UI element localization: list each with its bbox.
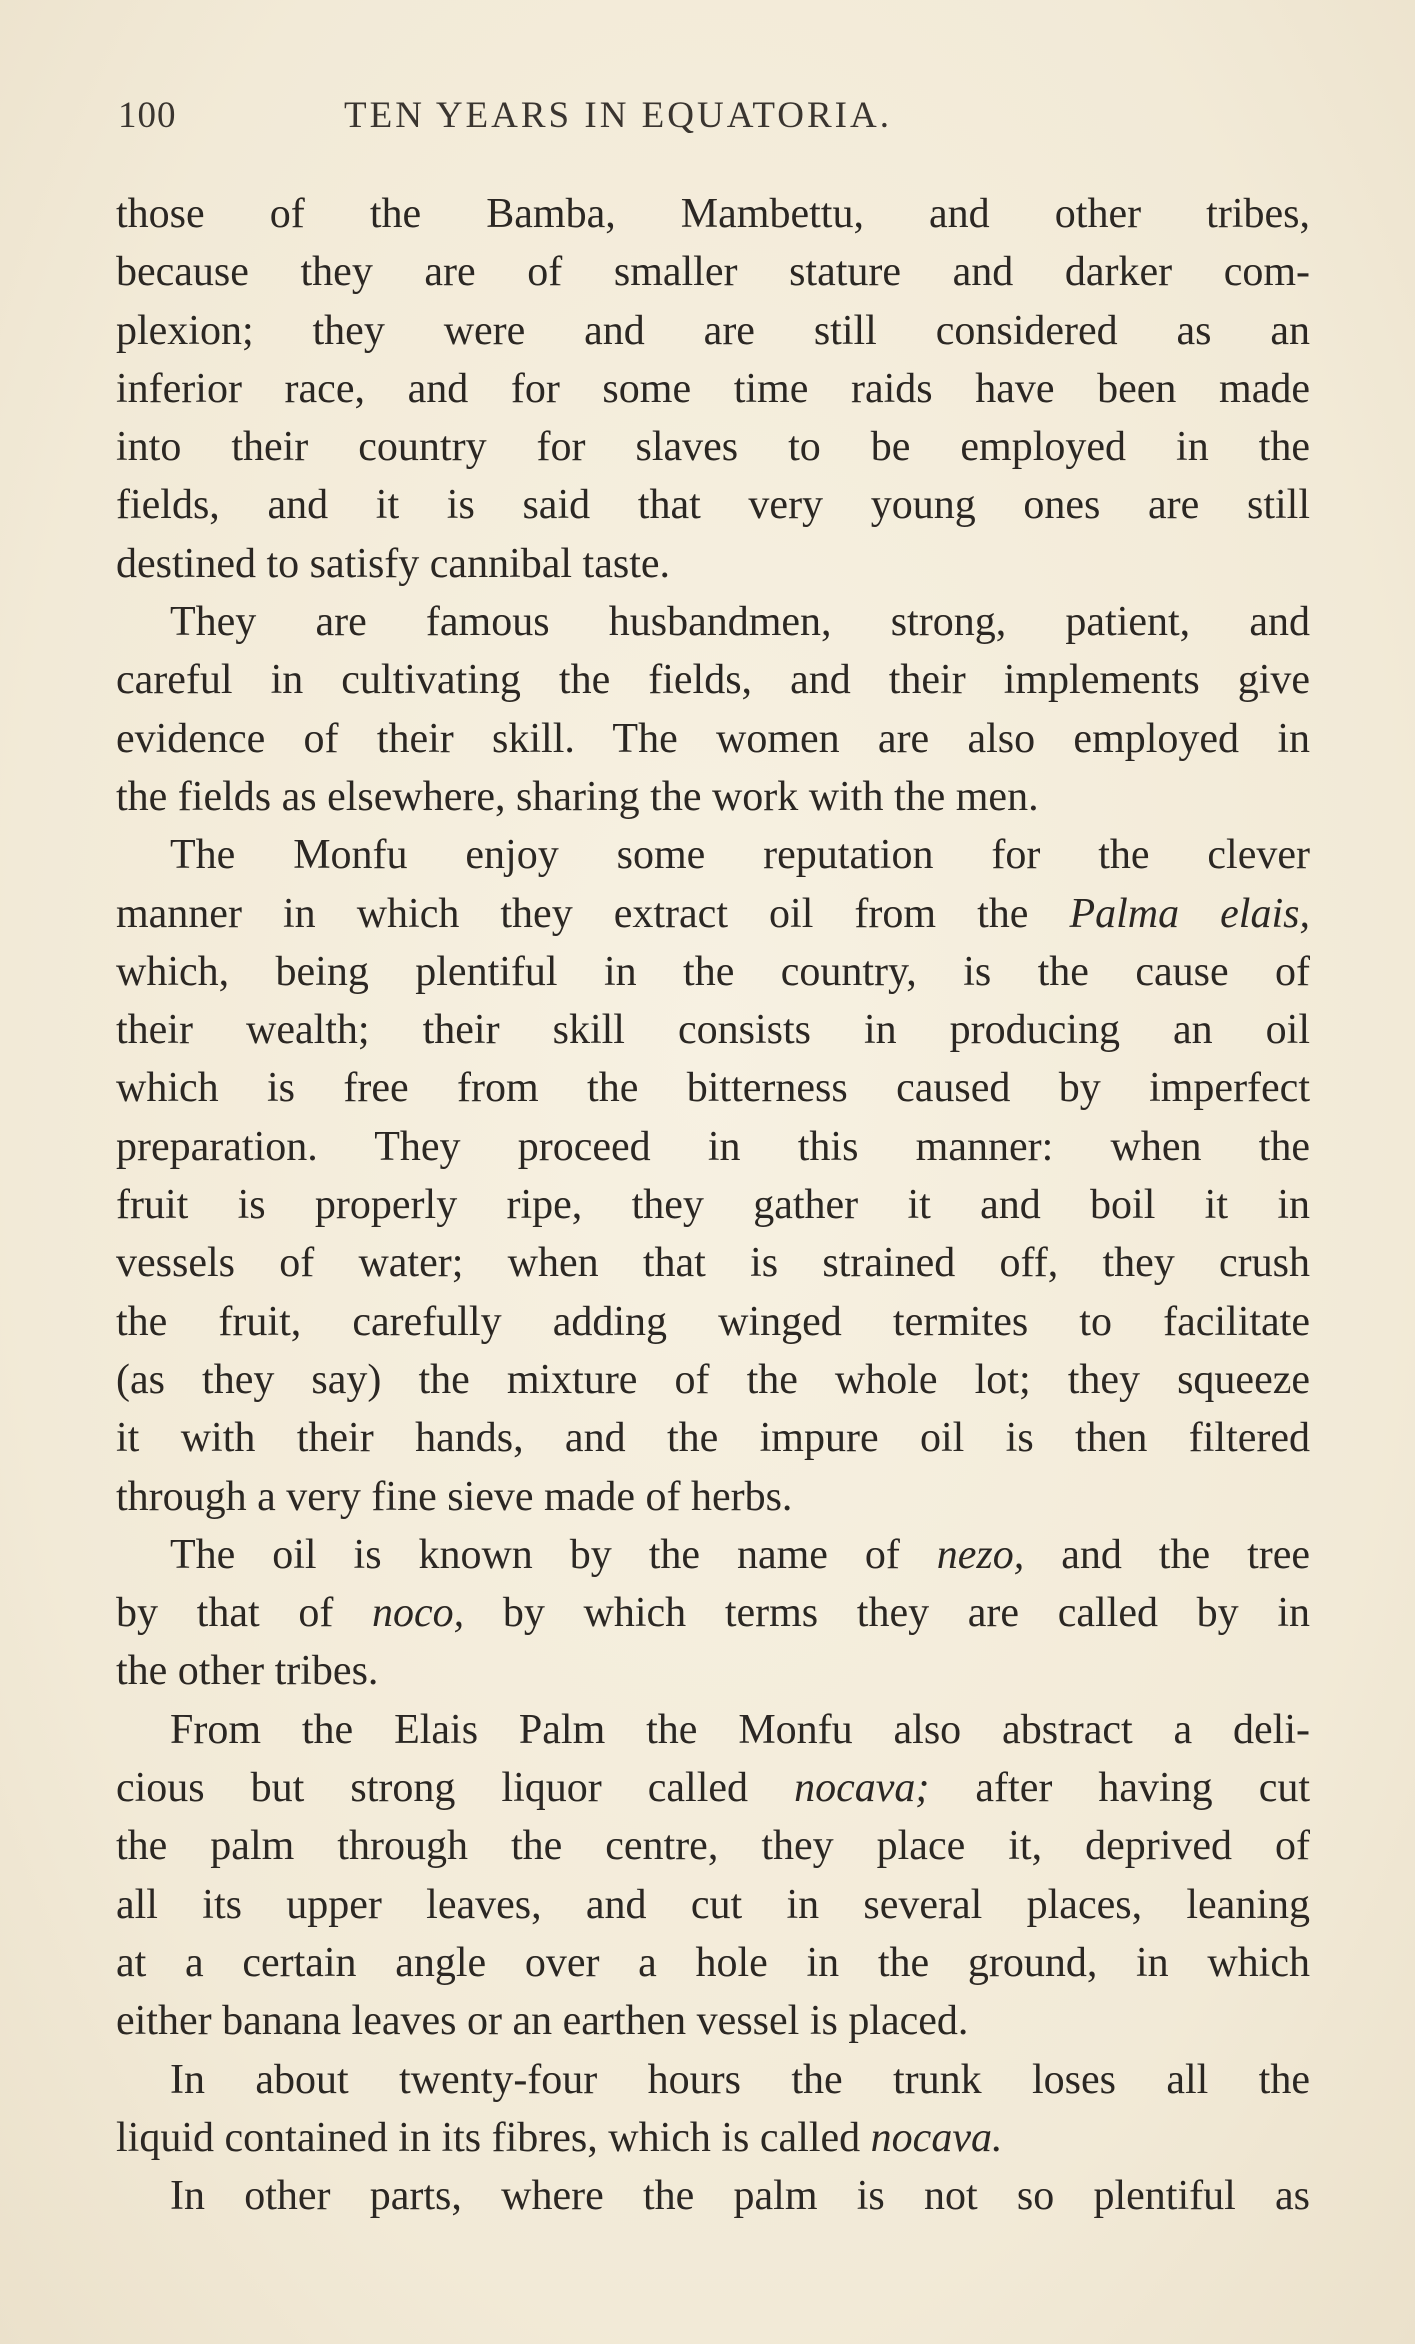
- text-segment: through a very fine sieve made of herbs.: [116, 1473, 793, 1520]
- text-segment: destined to satisfy cannibal taste.: [116, 540, 671, 587]
- text-segment: all its upper leaves, and cut in several places, leaning: [116, 1881, 1310, 1928]
- text-segment: inferior race, and for some time raids have been made: [116, 365, 1310, 412]
- text-segment: by which terms they are called by in: [464, 1590, 1311, 1637]
- text-line: [116, 651, 1310, 709]
- text-line: [116, 302, 1310, 360]
- text-segment: after having cut: [929, 1765, 1310, 1812]
- text-segment: They are famous husbandmen, strong, patient, and: [170, 599, 1310, 646]
- running-title: TEN YEARS IN EQUATORIA.: [344, 95, 892, 136]
- text-line: [116, 1001, 1310, 1059]
- text-line: [116, 535, 1310, 593]
- text-segment: The Monfu enjoy some reputation for the clever: [170, 832, 1310, 879]
- text-segment: at a certain angle over a hole in the ground, in which: [116, 1939, 1310, 1986]
- text-segment: either banana leaves or an earthen vessel is placed.: [116, 1998, 969, 2045]
- text-segment: the fields as elsewhere, sharing the work with the men.: [116, 773, 1039, 820]
- text-segment: which, being plentiful in the country, is the cause of: [116, 948, 1310, 995]
- text-line: [116, 1118, 1310, 1176]
- text-segment: plexion; they were and are still considered as an: [116, 307, 1310, 354]
- text-segment: into their country for slaves to be employed in the: [116, 424, 1310, 471]
- italic-term: noco,: [372, 1590, 465, 1637]
- body-text: [116, 185, 1310, 2225]
- text-segment: From the Elais Palm the Monfu also abstract a deli-: [170, 1706, 1310, 1753]
- text-line: [116, 1059, 1310, 1117]
- text-line: [116, 1176, 1310, 1234]
- text-line: [116, 1351, 1310, 1409]
- text-segment: and the tree: [1024, 1531, 1311, 1578]
- italic-term: nocava.: [870, 2114, 1003, 2161]
- text-line: [116, 1642, 1310, 1700]
- italic-term: nocava;: [794, 1765, 930, 1812]
- text-segment: manner in which they extract oil from the: [116, 890, 1070, 937]
- text-line: [116, 943, 1310, 1001]
- running-head: [118, 94, 1308, 150]
- text-segment: fruit is properly ripe, they gather it and boil it in: [116, 1182, 1310, 1229]
- italic-term: Palma elais,: [1069, 890, 1310, 937]
- text-line: [116, 1759, 1310, 1817]
- text-line: [116, 2109, 1310, 2167]
- text-line: [116, 418, 1310, 476]
- text-line: [116, 1526, 1310, 1584]
- text-segment: those of the Bamba, Mambettu, and other tribes,: [116, 191, 1310, 237]
- text-segment: the fruit, carefully adding winged termites to facilitate: [116, 1298, 1310, 1345]
- text-line: [116, 360, 1310, 418]
- text-line: [116, 1992, 1310, 2050]
- text-segment: In about twenty-four hours the trunk loses all the: [170, 2056, 1310, 2103]
- text-line: [116, 1584, 1310, 1642]
- text-line: [116, 1701, 1310, 1759]
- text-line: [116, 1817, 1310, 1875]
- italic-term: nezo,: [936, 1531, 1025, 1578]
- text-segment: vessels of water; when that is strained off, they crush: [116, 1240, 1310, 1287]
- text-line: [116, 885, 1310, 943]
- text-line: [116, 826, 1310, 884]
- text-segment: liquid contained in its fibres, which is called: [116, 2114, 871, 2161]
- text-line: [116, 185, 1310, 243]
- text-line: [116, 1409, 1310, 1467]
- text-segment: the palm through the centre, they place it, deprived of: [116, 1823, 1310, 1870]
- text-segment: the other tribes.: [116, 1648, 379, 1695]
- text-segment: evidence of their skill. The women are also employed in: [116, 715, 1310, 762]
- text-segment: (as they say) the mixture of the whole lot; they squeeze: [116, 1356, 1310, 1403]
- text-line: [116, 1234, 1310, 1292]
- text-segment: it with their hands, and the impure oil is then filtered: [116, 1415, 1310, 1462]
- text-segment: by that of: [116, 1590, 372, 1637]
- text-segment: In other parts, where the palm is not so plentiful as: [170, 2173, 1310, 2220]
- text-segment: which is free from the bitterness caused by imperfect: [116, 1065, 1310, 1112]
- text-segment: preparation. They proceed in this manner: when the: [116, 1123, 1310, 1170]
- text-line: [116, 2167, 1310, 2225]
- text-line: [116, 1468, 1310, 1526]
- text-line: [116, 243, 1310, 301]
- text-line: [116, 593, 1310, 651]
- text-segment: cious but strong liquor called: [116, 1765, 795, 1812]
- text-segment: careful in cultivating the fields, and their implements give: [116, 657, 1310, 704]
- text-segment: The oil is known by the name of: [170, 1531, 937, 1578]
- text-segment: fields, and it is said that very young ones are still: [116, 482, 1310, 529]
- page-number: 100: [118, 95, 177, 136]
- text-line: [116, 1934, 1310, 1992]
- text-line: [116, 476, 1310, 534]
- text-line: [116, 768, 1310, 826]
- text-segment: because they are of smaller stature and darker com-: [116, 249, 1310, 296]
- text-line: [116, 1293, 1310, 1351]
- text-segment: their wealth; their skill consists in producing an oil: [116, 1007, 1310, 1054]
- text-line: [116, 1876, 1310, 1934]
- text-line: [116, 710, 1310, 768]
- text-line: [116, 2051, 1310, 2109]
